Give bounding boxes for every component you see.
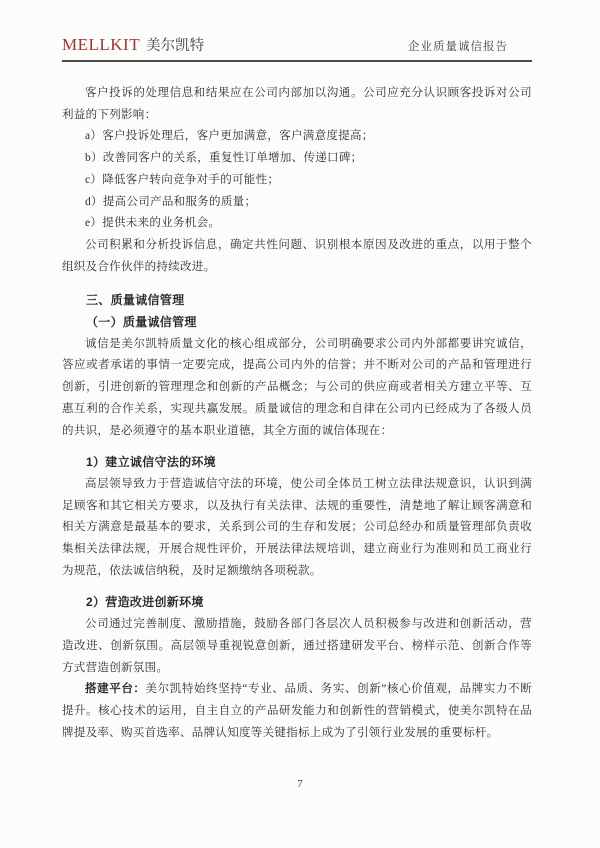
paragraph-point-1: 高层领导致力于营造诚信守法的环境，使公司全体员工树立法律法规意识，认识到满足顾客和其它相关方要求，以及执行有关法律、法规的重要性，清楚地了解让顾客满意和相关方满意是最基本的要求，关系到公司的生存和发展；公司总经办和质量管理部负责收集相关法律法规，开展合规性评价，开展法律法规培训，建立商业行为准则和员工商业行为规范，依法诚信纳税，及时足额缴纳各项税款。 [62,477,532,577]
heading-subsection-1: （一）质量诚信管理 [86,315,197,330]
heading-section-3: 三、质量诚信管理 [86,293,185,308]
list-item-e: e）提供未来的业务机会。 [85,217,221,230]
paragraph-point-2: 公司通过完善制度、激励措施，鼓励各部门各层次人员积极参与改进和创新活动，营造改进、创新氛围。高层领导重视锐意创新，通过搭建研发平台、榜样示范、创新合作等方式营造创新氛围。 [62,618,532,674]
list-item-c: c）降低客户转向竞争对手的可能性； [85,173,280,186]
list-item-d: d）提高公司产品和服务的质量； [85,195,257,208]
paragraph-complaint-intro: 客户投诉的处理信息和结果应在公司内部加以沟通。公司应充分认识顾客投诉对公司利益的下列影响： [62,87,532,121]
platform-label: 搭建平台： [85,683,146,696]
company-logo [62,34,204,55]
page-body [62,62,532,744]
document-title: 企业质量诚信报告 [408,41,508,53]
page-number: 7 [297,778,303,790]
list-item-b: b）改善同客户的关系，重复性订单增加、传递口碑； [85,152,363,165]
paragraph-integrity: 诚信是美尔凯特质量文化的核心组成部分，公司明确要求公司内外部都要讲究诚信，答应或者承诺的事情一定要完成，提高公司内外的信誉；并不断对公司的产品和管理进行创新，引进创新的管理理念和创新的产品概念；与公司的供应商或者相关方建立平等、互惠互利的合作关系，实现共赢发展。质量诚信的理念和自律在公司内已经成为了各级人员的共识，是必须遵守的基本职业道德，其全方面的诚信体现在： [62,337,532,437]
heading-point-2: 2）营造改进创新环境 [86,595,204,610]
heading-point-1: 1）建立诚信守法的环境 [86,455,216,470]
page-header [62,0,532,62]
effects-list [62,126,532,235]
platform-text: 美尔凯特始终坚持“专业、品质、务实、创新”核心价值观，品牌实力不断提升。核心技术的运用，自主自立的产品研发能力和创新性的营销模式，使美尔凯特在品牌提及率、购买首选率、品牌认知度等关键指标上成为了引领行业发展的重要标杆。 [62,683,533,739]
paragraph-platform [62,679,532,744]
logo-mellkit-en: MELLKIT [62,35,141,54]
paragraph-complaint-analysis: 公司积累和分析投诉信息，确定共性问题、识别根本原因及改进的重点，以用于整个组织及合作伙伴的持续改进。 [62,238,532,273]
list-item-a: a）客户投诉处理后，客户更加满意，客户满意度提高； [85,130,374,143]
page-footer [0,778,600,790]
logo-mellkit-cn: 美尔凯特 [146,38,205,54]
